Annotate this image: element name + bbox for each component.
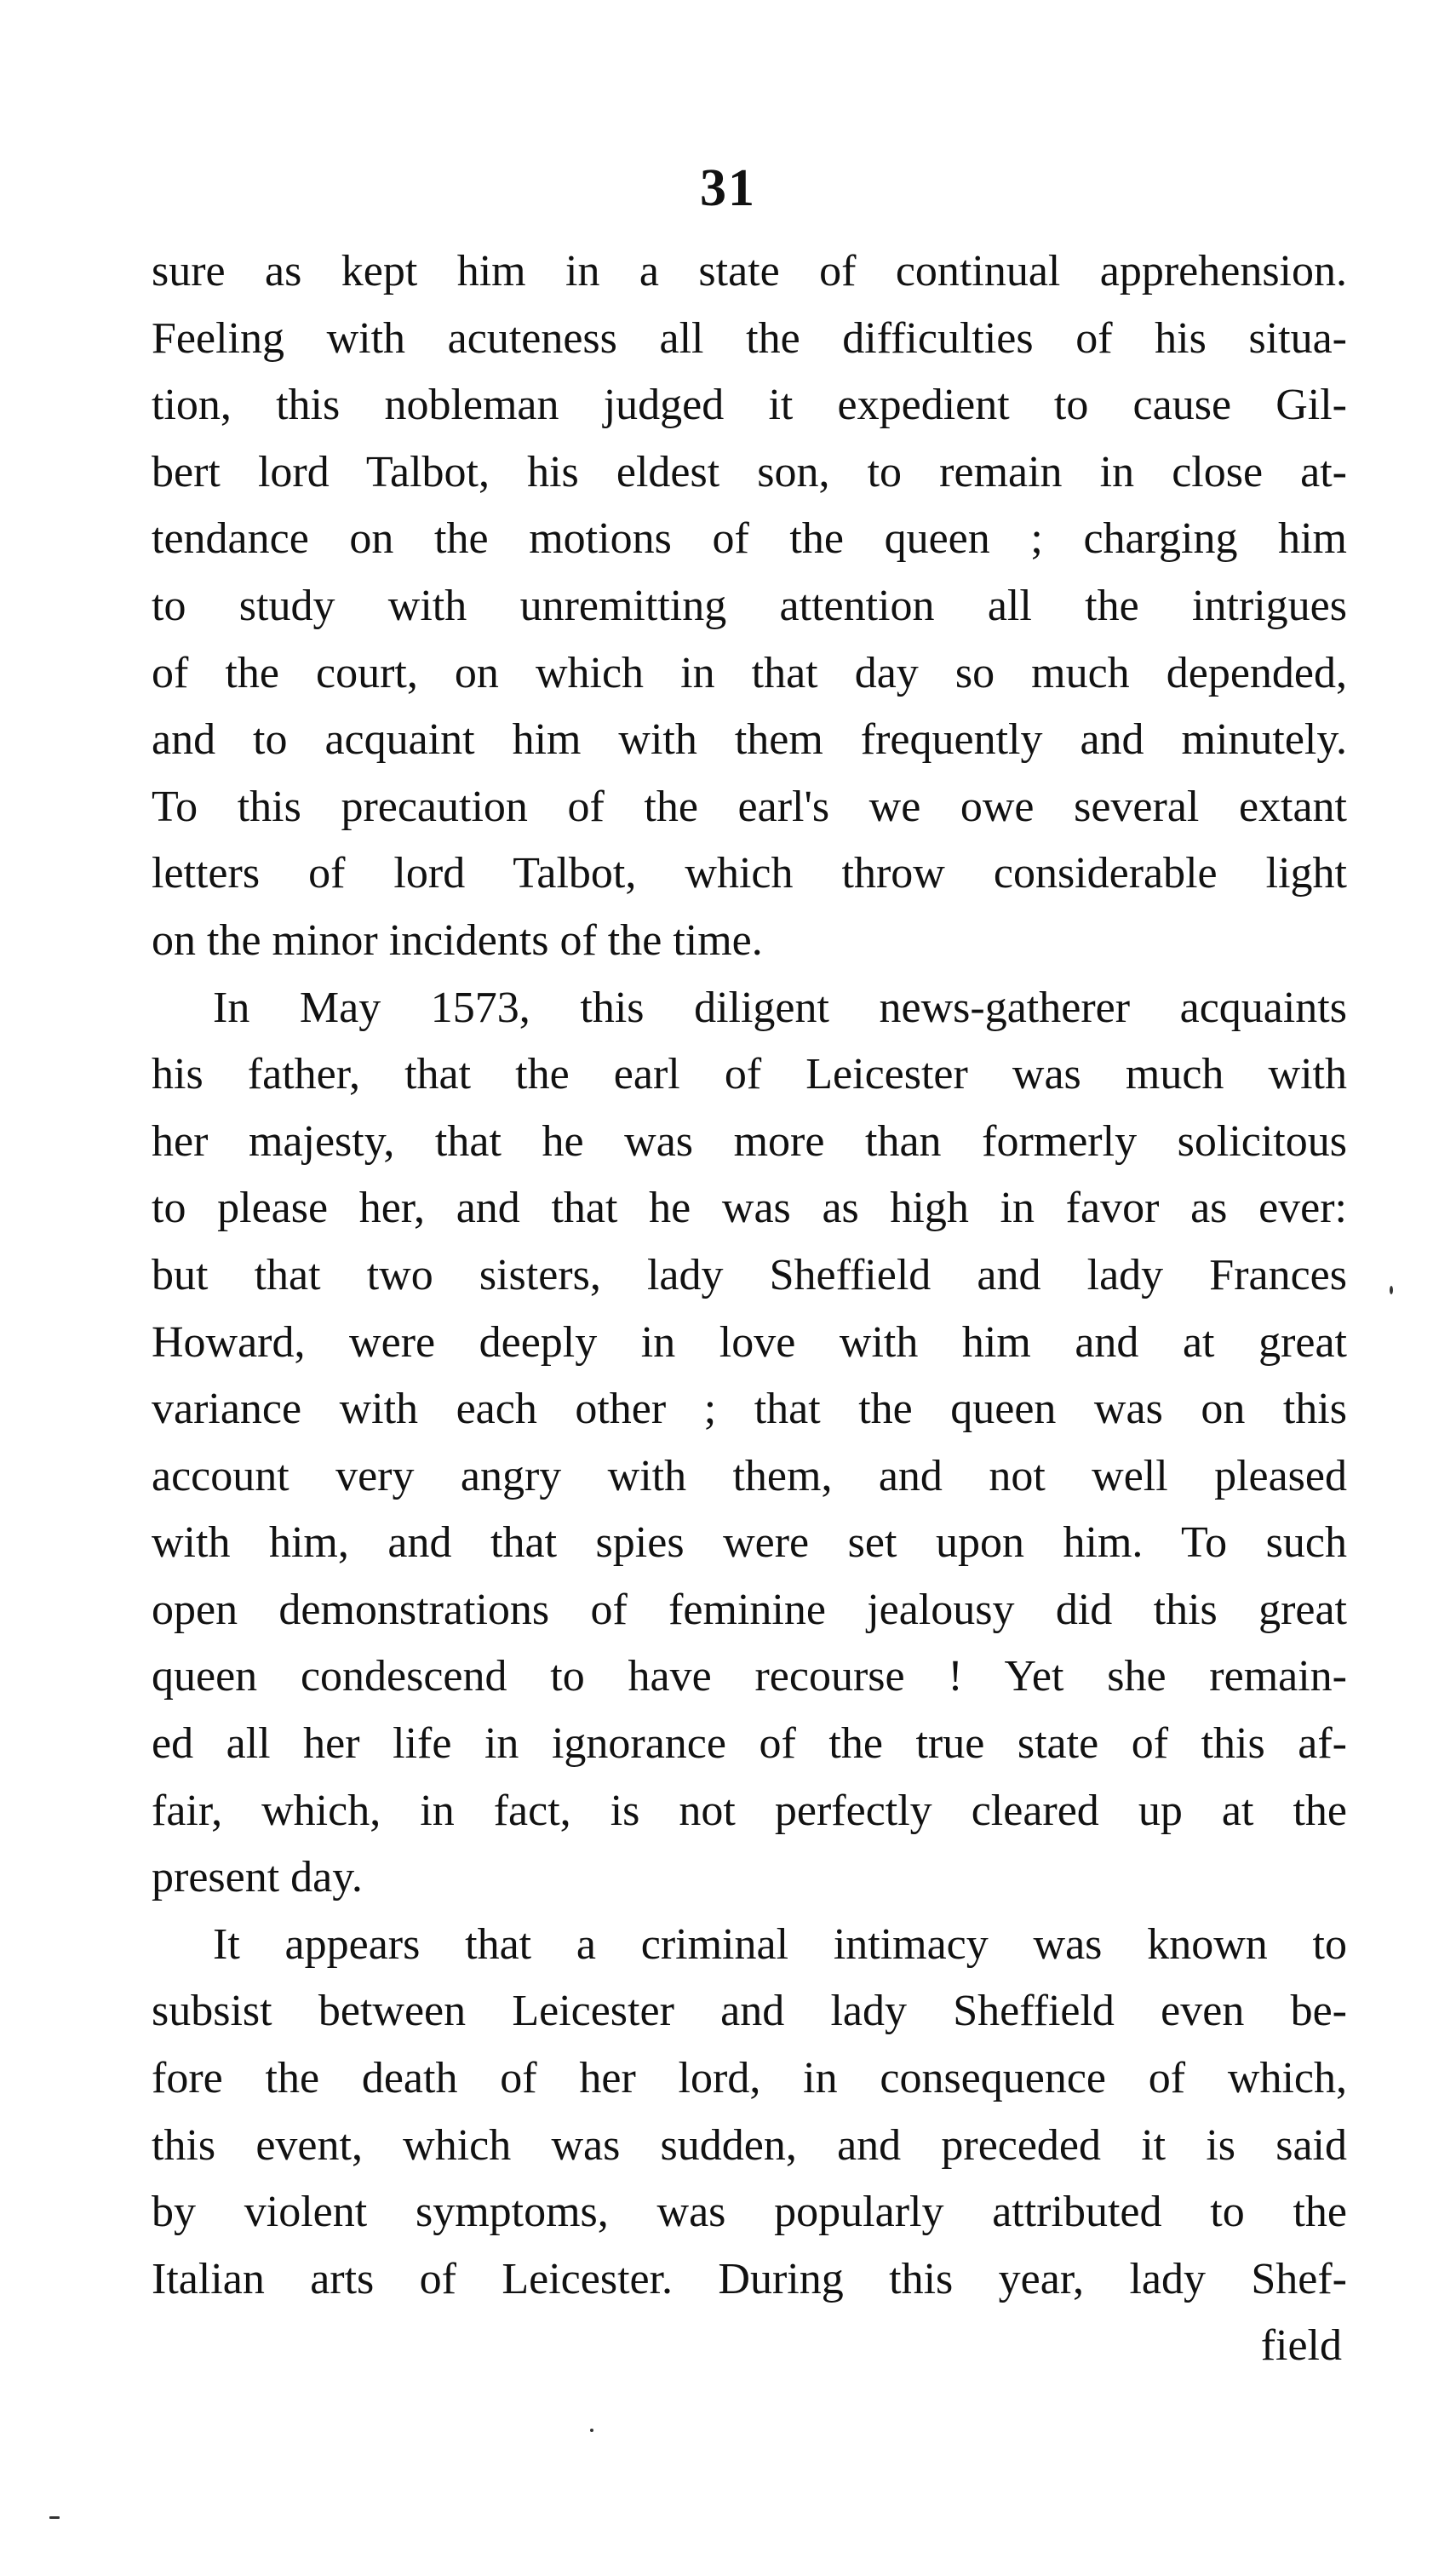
text-line: variance with each other ; that the queen was on this <box>152 1385 1347 1434</box>
text-line: her majesty, that he was more than formerly solicitous <box>152 1116 1347 1166</box>
catchword: field <box>1260 2321 1342 2371</box>
print-speck <box>1390 1286 1393 1294</box>
text-line: but that two sisters, lady Sheffield and lady Frances <box>152 1250 1347 1299</box>
text-line: open demonstrations of feminine jealousy did this great <box>152 1585 1347 1634</box>
text-line: by violent symptoms, was popularly attributed to the <box>152 2188 1347 2237</box>
text-line: tion, this nobleman judged it expedient to cause Gil- <box>152 381 1347 430</box>
page-number: 31 <box>700 159 756 217</box>
text-line: It appears that a criminal intimacy was known to <box>213 1919 1347 1969</box>
text-line: with him, and that spies were set upon him. To such <box>152 1518 1347 1568</box>
text-line: queen condescend to have recourse ! Yet she remain- <box>152 1652 1347 1701</box>
text-line: In May 1573, this diligent news-gatherer acquaints <box>213 983 1347 1032</box>
text-line: Italian arts of Leicester. During this year, lady Shef- <box>152 2254 1347 2303</box>
text-line: and to acquaint him with them frequently and minutely. <box>152 715 1347 765</box>
text-line: present day. <box>152 1853 363 1902</box>
paragraph-3 <box>152 1912 1347 2314</box>
text-line: Howard, were deeply in love with him and at great <box>152 1317 1347 1367</box>
text-line: Feeling with acuteness all the difficulties of his situa- <box>152 313 1347 363</box>
text-line: to study with unremitting attention all the intrigues <box>152 581 1347 630</box>
print-speck <box>49 2516 60 2519</box>
body-text <box>152 238 1347 2380</box>
text-line: fore the death of her lord, in consequence of which, <box>152 2054 1347 2103</box>
print-speck <box>590 2429 593 2432</box>
text-line: bert lord Talbot, his eldest son, to remain in close at- <box>152 447 1347 496</box>
text-line: fair, which, in fact, is not perfectly cleared up at the <box>152 1786 1347 1835</box>
text-line: account very angry with them, and not well pleased <box>152 1451 1347 1500</box>
text-line: letters of lord Talbot, which throw considerable light <box>152 849 1347 898</box>
text-line: of the court, on which in that day so much depended, <box>152 648 1347 697</box>
paragraph-1 <box>152 238 1347 975</box>
text-line: this event, which was sudden, and preceded it is said <box>152 2120 1347 2170</box>
text-line: subsist between Leicester and lady Sheffield even be- <box>152 1987 1347 2036</box>
text-line: ed all her life in ignorance of the true state of this af- <box>152 1719 1347 1769</box>
text-line: to please her, and that he was as high in favor as ever: <box>152 1184 1347 1233</box>
text-line: sure as kept him in a state of continual apprehension. <box>152 247 1347 295</box>
text-line: tendance on the motions of the queen ; charging him <box>152 514 1347 564</box>
paragraph-2 <box>152 975 1347 1912</box>
text-line: his father, that the earl of Leicester was much with <box>152 1050 1347 1099</box>
text-line: on the minor incidents of the time. <box>152 915 763 965</box>
text-line: To this precaution of the earl's we owe several extant <box>152 782 1347 831</box>
